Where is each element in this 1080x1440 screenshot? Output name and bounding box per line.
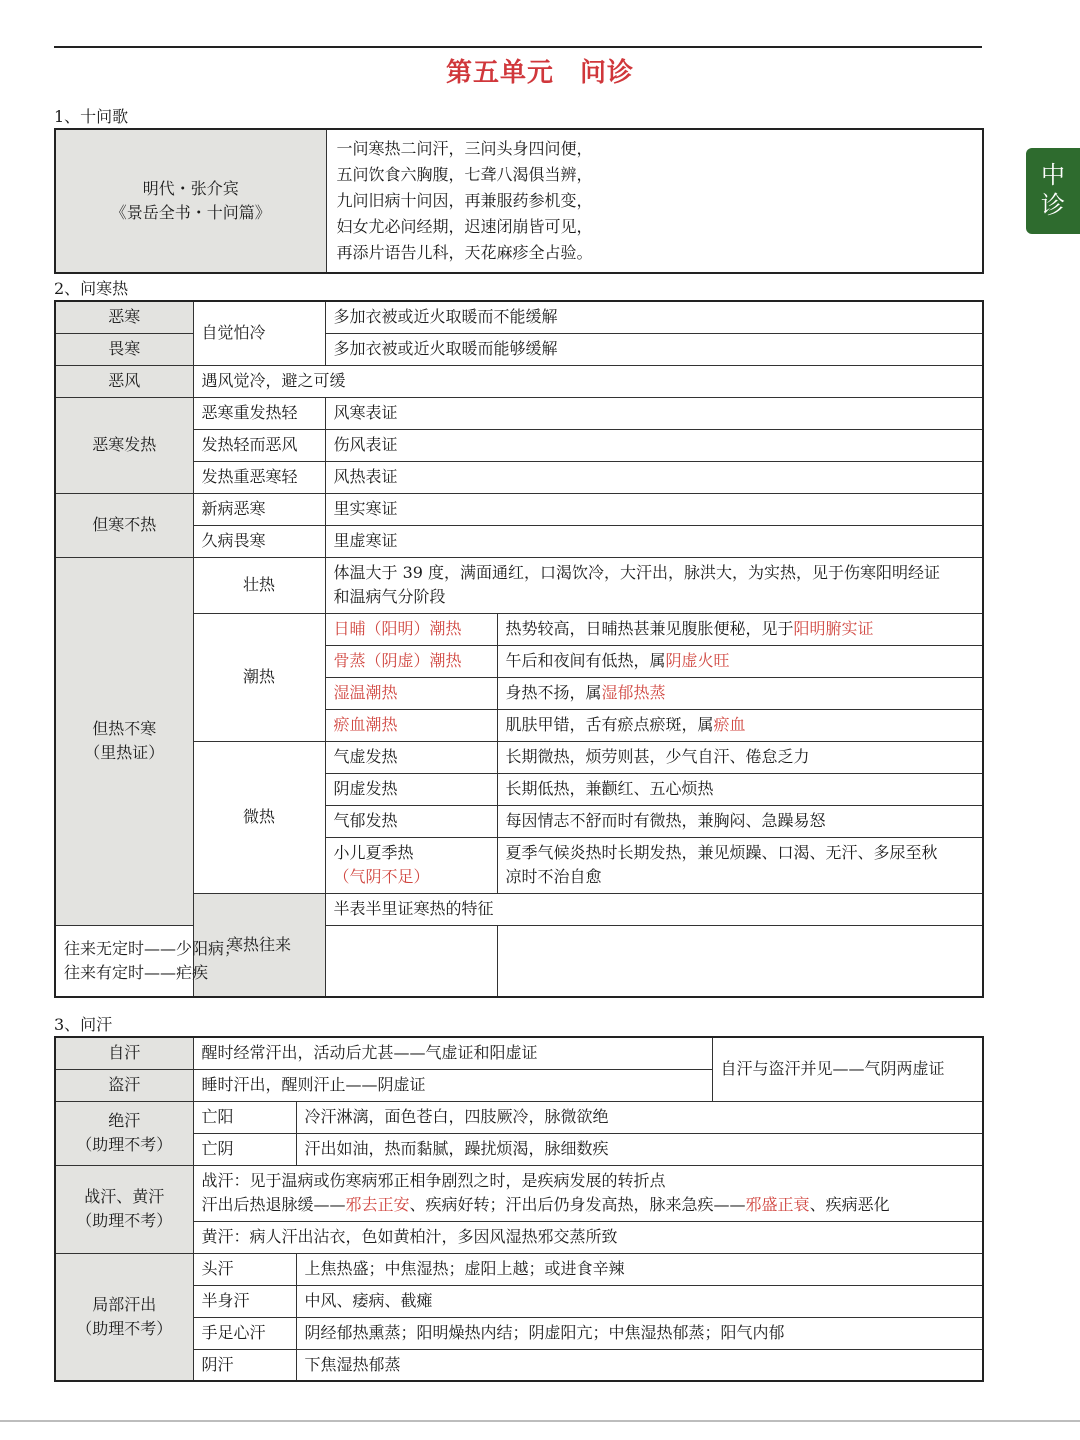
row-header-hrwl: 寒热往来 (193, 893, 325, 997)
bottom-rule (0, 1420, 1080, 1422)
author-cell: 明代・张介宾 《景岳全书・十问篇》 (55, 129, 326, 273)
row-header-wuhan: 恶寒 (55, 301, 193, 333)
chapter-side-tab[interactable]: 中 诊 (1026, 148, 1080, 234)
section-3-heading: 3、问汗 (54, 1015, 113, 1034)
row-header-dhbr: 但寒不热 (55, 493, 193, 557)
sweat-table: 自汗 醒时经常汗出，活动后尤甚——气虚证和阳虚证 自汗与盗汗并见——气阴两虚证 盗汗 睡时汗出，醒则汗止——阴虚证 绝汗 （助理不考） 亡阳 冷汗淋漓，面色苍白，四肢厥冷，脉微欲绝 亡阴 汗出如油，热而黏腻，躁扰烦渴，脉细数疾 战汗、黄汗 （助理不考） 战汗：见于温病或伤寒病邪正相争剧烈之时，是疾病发展的转折点 汗出后热退脉缓——邪去正安、疾病好转；汗出后仍身发高热，脉来急疾——邪盛正衰、疾病恶化 黄汗：病人汗出沾衣，色如黄柏汁，多因风湿热邪交蒸所致 局部汗出 （助理不考） 头汗 上焦热盛；中焦湿热；虚阳上越；或进食辛辣 半身汗 中风、痿病、截瘫 手足心汗 阴经郁热熏蒸；阳明燥热内结；阴虚阳亢；中焦湿热郁蒸；阳气内郁 阴汗 下焦湿热郁蒸 (54, 1036, 984, 1382)
chaore-cell: 潮热 (193, 613, 325, 741)
row-header-whfr: 恶寒发热 (55, 397, 193, 493)
zhuangre-cell: 壮热 (193, 557, 325, 613)
row-header-wufeng: 恶风 (55, 365, 193, 397)
ten-questions-table (54, 128, 984, 274)
cold-heat-table: 恶寒 自觉怕冷 多加衣被或近火取暖而不能缓解 畏寒 多加衣被或近火取暖而能够缓解 恶风 遇风觉冷，避之可缓 恶寒发热 恶寒重发热轻 风寒表证 发热轻而恶风 伤风表证 发热重恶寒轻 风热表证 但寒不热 新病恶寒 里实寒证 久病畏寒 里虚寒证 但热不寒 （里热证） 壮热 体温大于 39 度，满面通红，口渴饮冷，大汗出，脉洪大，为实热，见于伤寒阳明经证 和温病气分阶段 潮热 日晡（阳明）潮热 热势较高，日晡热甚兼见腹胀便秘，见于阳明腑实证 骨蒸（阴虚）潮热 午后和夜间有低热，属阴虚火旺 湿温潮热 身热不扬，属湿郁热蒸 瘀血潮热 肌肤甲错，舌有瘀点瘀斑，属瘀血 微热 气虚发热 长期微热，烦劳则甚，少气自汗、倦怠乏力 阴虚发热 长期低热，兼颧红、五心烦热 气郁发热 每因情志不舒而时有微热，兼胸闷、急躁易怒 小儿夏季热 （气阴不足） 夏季气候炎热时长期发热，兼见烦躁、口渴、无汗、多尿至秋 凉时不治自愈 寒热往来 半表半里证寒热的特征 往来无定时——少阳病； 往来有定时——疟疾 (54, 300, 984, 998)
page-title: 第五单元 问诊 (445, 58, 635, 88)
both-sweat-cell: 自汗与盗汗并见——气阴两虚证 (712, 1037, 983, 1101)
section-2-heading: 2、问寒热 (54, 279, 129, 298)
top-rule (54, 46, 982, 48)
row-header-drbh: 但热不寒 （里热证） (55, 557, 193, 925)
verse-cell: 一问寒热二问汗，三问头身四问便， 五问饮食六胸腹，七聋八渴俱当辨， 九问旧病十问因，再兼服药参机变， 妇女尤必问经期，迟速闭崩皆可见， 再添片语告儿科，天花麻疹全占验。 (326, 129, 983, 273)
section-1-heading: 1、十问歌 (54, 107, 129, 126)
weire-cell: 微热 (193, 741, 325, 893)
row-header-weihan: 畏寒 (55, 333, 193, 365)
zijue-cell: 自觉怕冷 (193, 301, 325, 365)
